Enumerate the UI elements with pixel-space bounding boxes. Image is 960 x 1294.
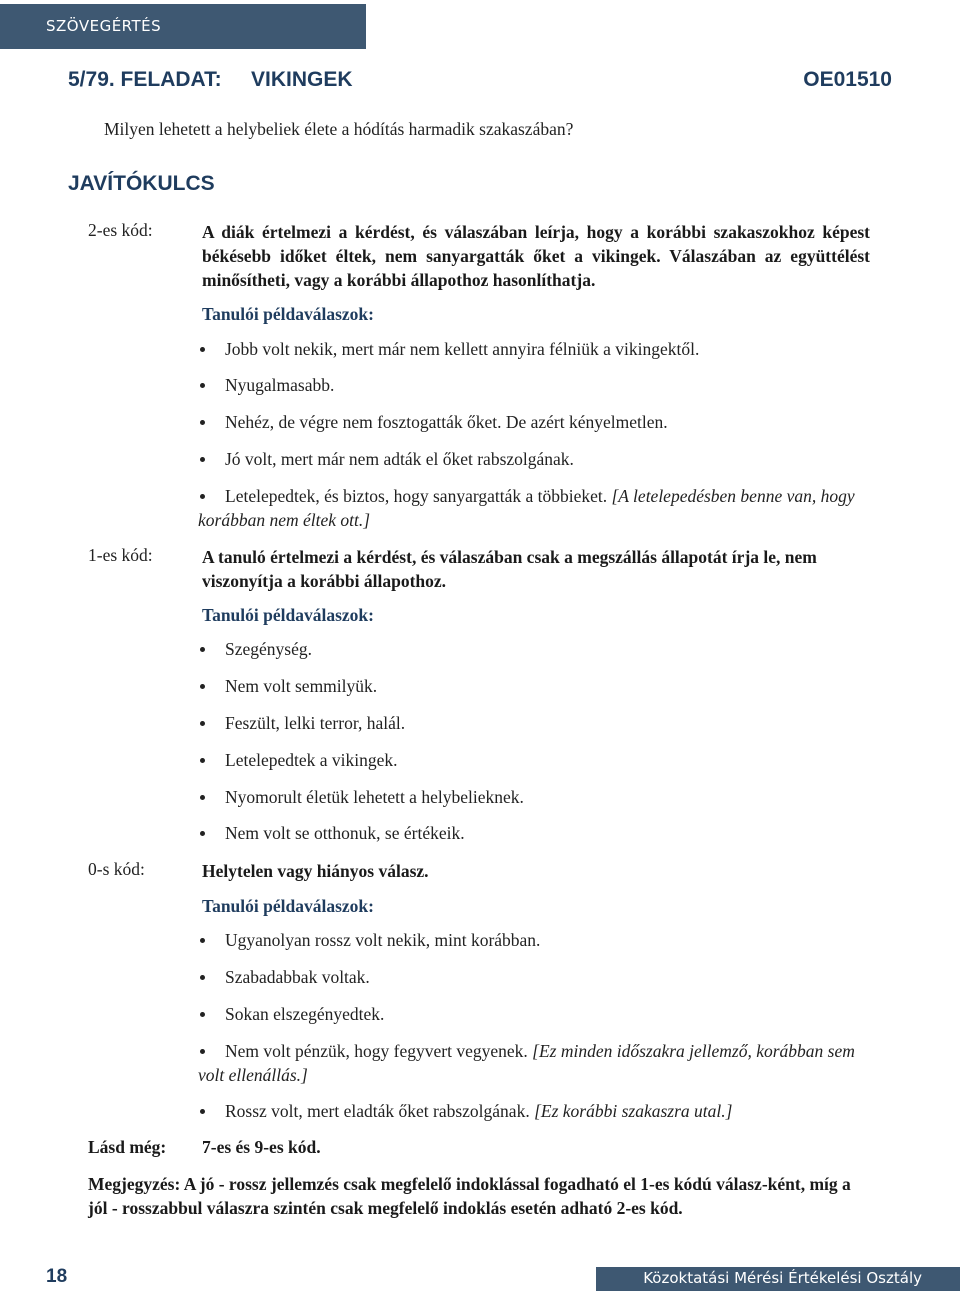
task-code: OE01510	[803, 68, 892, 91]
example-note: [Ez minden időszakra jellemző, korábban sem volt ellenállás.]	[198, 1041, 855, 1085]
bullet-icon	[200, 347, 205, 352]
bullet-icon	[200, 721, 205, 726]
bullet-icon	[200, 831, 205, 836]
list-item: Nyomorult életük lehetett a helybelieknek.	[198, 785, 870, 809]
see-also-value: 7-es és 9-es kód.	[202, 1137, 321, 1157]
bullet-icon	[200, 647, 205, 652]
code2-description: A diák értelmezi a kérdést, és válaszában leírja, hogy a korábbi szakaszokhoz képest békésebb időket éltek, nem sanyargatták őket a vikingek. Válaszában az együttélést minősítheti, vagy a korábbi állapothoz hasonlíthatja.	[202, 222, 870, 290]
list-item: Nem volt pénzük, hogy fegyvert vegyenek. [Ez minden időszakra jellemző, korábban sem volt ellenállás.]	[198, 1041, 855, 1085]
code2-examples-title: Tanulói példaválaszok:	[202, 304, 374, 324]
list-item: Nehéz, de végre nem fosztogatták őket. De azért kényelmetlen.	[198, 410, 870, 434]
list-item: Nem volt semmilyük.	[198, 674, 870, 698]
list-item: Rossz volt, mert eladták őket rabszolgának. [Ez korábbi szakaszra utal.]	[198, 1099, 870, 1123]
bullet-icon	[200, 1049, 205, 1054]
bullet-icon	[200, 684, 205, 689]
code1-examples-title: Tanulói példaválaszok:	[202, 605, 374, 625]
section-label: SZÖVEGÉRTÉS	[46, 17, 162, 35]
code1-label: 1-es kód:	[88, 545, 153, 565]
bullet-icon	[200, 420, 205, 425]
bullet-icon	[200, 1109, 205, 1114]
list-item: Nyugalmasabb.	[198, 373, 870, 397]
code0-description: Helytelen vagy hiányos válasz.	[202, 861, 429, 881]
list-item: Letelepedtek, és biztos, hogy sanyargatták a többieket. [A letelepedésben benne van, hogy korábban nem éltek ott.]	[198, 486, 855, 530]
list-item: Jó volt, mert már nem adták el őket rabszolgának.	[198, 447, 870, 471]
task-number: 5/79. FELADAT:	[68, 68, 222, 91]
bullet-icon	[200, 758, 205, 763]
bullet-icon	[200, 494, 205, 499]
footer-band	[596, 1267, 960, 1291]
question-text: Milyen lehetett a helybeliek élete a hódítás harmadik szakaszában?	[104, 119, 574, 139]
bullet-icon	[200, 383, 205, 388]
list-item: Szabadabbak voltak.	[198, 965, 870, 989]
example-note: [A letelepedésben benne van, hogy korábban nem éltek ott.]	[198, 486, 855, 530]
remark: Megjegyzés: A jó - rossz jellemzés csak megfelelő indoklással fogadható el 1-es kódú válasz-ként, míg a jól - rosszabbul válaszra szintén csak megfelelő indoklás esetén adható 2-es kód.	[88, 1174, 851, 1218]
task-heading	[68, 68, 892, 96]
code0-examples-title: Tanulói példaválaszok:	[202, 896, 374, 916]
task-title: VIKINGEK	[251, 68, 353, 91]
bullet-icon	[200, 975, 205, 980]
bullet-icon	[200, 938, 205, 943]
bullet-icon	[200, 457, 205, 462]
bullet-icon	[200, 1012, 205, 1017]
see-also-label: Lásd még:	[88, 1137, 167, 1157]
answer-key-title: JAVÍTÓKULCS	[68, 172, 215, 195]
code1-description: A tanuló értelmezi a kérdést, és válaszában csak a megszállás állapotát írja le, nem viszonyítja a korábbi állapothoz.	[202, 547, 817, 591]
list-item: Ugyanolyan rossz volt nekik, mint korábban.	[198, 928, 870, 952]
list-item: Letelepedtek a vikingek.	[198, 748, 870, 772]
footer-org: Közoktatási Mérési Értékelési Osztály	[643, 1269, 922, 1287]
page-number: 18	[46, 1266, 68, 1287]
list-item: Szegénység.	[198, 637, 870, 661]
header-band	[0, 4, 366, 49]
list-item: Sokan elszegényedtek.	[198, 1002, 870, 1026]
list-item: Nem volt se otthonuk, se értékeik.	[198, 821, 870, 845]
list-item: Feszült, lelki terror, halál.	[198, 711, 870, 735]
code2-label: 2-es kód:	[88, 220, 153, 240]
code0-label: 0-s kód:	[88, 859, 145, 879]
list-item: Jobb volt nekik, mert már nem kellett annyira félniük a vikingektől.	[198, 337, 870, 361]
example-note: [Ez korábbi szakaszra utal.]	[534, 1101, 733, 1121]
bullet-icon	[200, 795, 205, 800]
